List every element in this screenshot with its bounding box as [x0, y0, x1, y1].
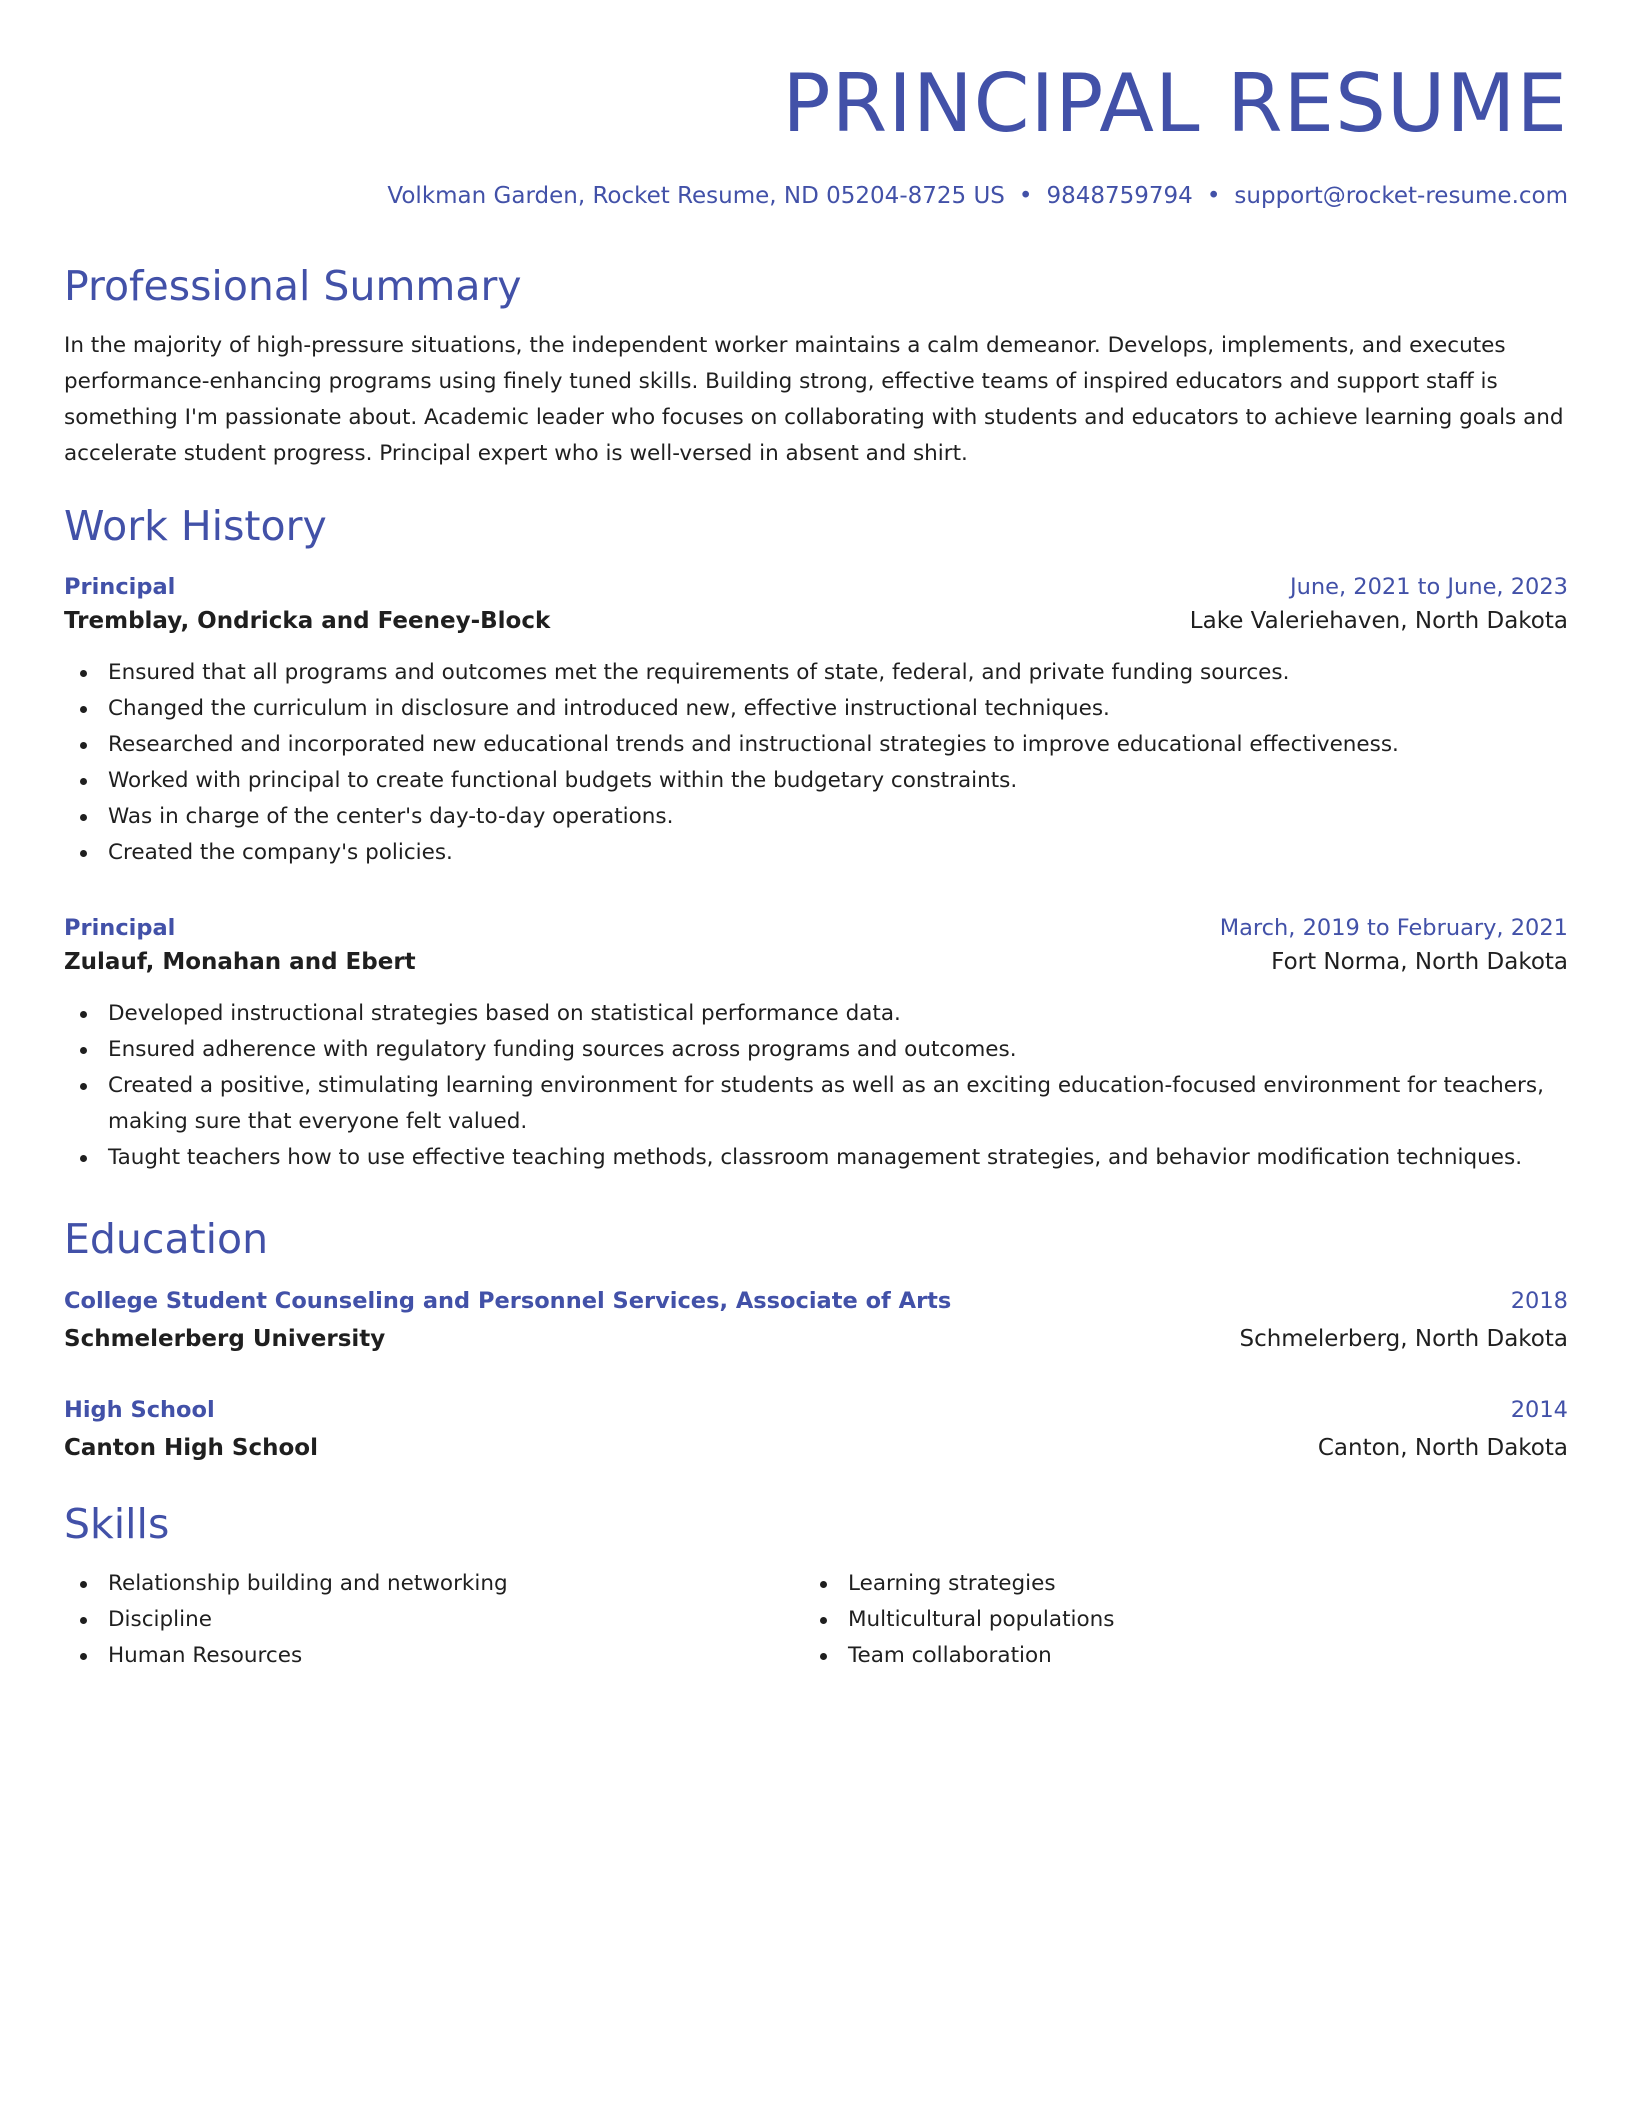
job-title: Principal: [64, 574, 176, 600]
job-entry: [64, 570, 1568, 871]
summary-section: [64, 260, 1568, 312]
job-bullet: Created a positive, stimulating learning environment for students as well as an exciting education-focused environment for teachers, making sure that everyone felt valued.: [64, 1068, 1568, 1140]
job-bullet: Created the company's policies.: [64, 835, 1568, 871]
job-entry: [64, 911, 1568, 1176]
job-bullet: Taught teachers how to use effective teaching methods, classroom management strategies, and behavior modification techniques.: [64, 1140, 1568, 1176]
job-bullet: Researched and incorporated new educational trends and instructional strategies to improve educational effectiveness.: [64, 727, 1568, 763]
job-bullet: Changed the curriculum in disclosure and introduced new, effective instructional techniques.: [64, 691, 1568, 727]
job-location: Lake Valeriehaven, North Dakota: [1189, 608, 1568, 634]
job-company: Zulauf, Monahan and Ebert: [64, 949, 416, 975]
skills-list: [64, 1566, 1568, 1674]
work-title: Work History: [64, 502, 327, 550]
skill-item: Relationship building and networking: [64, 1566, 804, 1602]
education-section: [64, 1213, 1568, 1265]
skill-item: Discipline: [64, 1602, 804, 1638]
education-location: Schmelerberg, North Dakota: [1239, 1326, 1568, 1352]
skill-item: Team collaboration: [804, 1638, 1544, 1674]
contact-address: Volkman Garden, Rocket Resume, ND 05204-8725 US: [387, 183, 1005, 209]
job-bullet: Ensured adherence with regulatory funding sources across programs and outcomes.: [64, 1032, 1568, 1068]
skill-item: Multicultural populations: [804, 1602, 1544, 1638]
education-location: Canton, North Dakota: [1317, 1435, 1568, 1461]
skills-title: Skills: [64, 1500, 170, 1548]
job-bullets: [64, 996, 1568, 1176]
contact-separator: •: [1206, 183, 1221, 209]
contact-line: [387, 180, 1568, 212]
summary-title: Professional Summary: [64, 262, 522, 310]
skills-column-right: [804, 1566, 1544, 1674]
job-dates: June, 2021 to June, 2023: [1289, 574, 1568, 600]
skill-item: Human Resources: [64, 1638, 804, 1674]
job-bullet: Was in charge of the center's day-to-day operations.: [64, 799, 1568, 835]
summary-body: [64, 328, 1568, 472]
education-title: Education: [64, 1215, 269, 1263]
contact-separator: •: [1018, 183, 1033, 209]
job-dates: March, 2019 to February, 2021: [1219, 915, 1568, 941]
job-company: Tremblay, Ondricka and Feeney-Block: [64, 608, 551, 634]
job-bullet: Ensured that all programs and outcomes met the requirements of state, federal, and private funding sources.: [64, 655, 1568, 691]
skill-item: Learning strategies: [804, 1566, 1544, 1602]
contact-phone: 9848759794: [1046, 183, 1193, 209]
education-degree: High School: [64, 1397, 215, 1423]
resume-name: PRINCIPAL RESUME: [782, 57, 1568, 150]
contact-email: support@rocket-resume.com: [1234, 183, 1568, 209]
education-degree: College Student Counseling and Personnel Services, Associate of Arts: [64, 1288, 952, 1314]
job-bullet: Worked with principal to create functional budgets within the budgetary constraints.: [64, 763, 1568, 799]
resume-header: [64, 48, 1568, 160]
job-bullets: [64, 655, 1568, 871]
work-section: [64, 500, 1568, 552]
skills-section: [64, 1498, 1568, 1550]
education-entry: [64, 1284, 1568, 1358]
job-location: Fort Norma, North Dakota: [1271, 949, 1568, 975]
job-title: Principal: [64, 915, 176, 941]
job-bullet: Developed instructional strategies based on statistical performance data.: [64, 996, 1568, 1032]
education-year: 2014: [1510, 1397, 1568, 1423]
education-year: 2018: [1510, 1288, 1568, 1314]
education-school: Canton High School: [64, 1435, 318, 1461]
education-school: Schmelerberg University: [64, 1326, 386, 1352]
education-entry: [64, 1393, 1568, 1467]
summary-text: In the majority of high-pressure situations, the independent worker maintains a calm demeanor. Develops, implements, and executes performance-enhancing programs using finely tuned skills. Building strong, effective teams of inspired educators and support staff is something I'm passionate about. Academic leader who focuses on collaborating with students and educators to achieve learning goals and accelerate student progress. Principal expert who is well-versed in absent and shirt.: [64, 333, 1564, 466]
skills-column-left: [64, 1566, 804, 1674]
